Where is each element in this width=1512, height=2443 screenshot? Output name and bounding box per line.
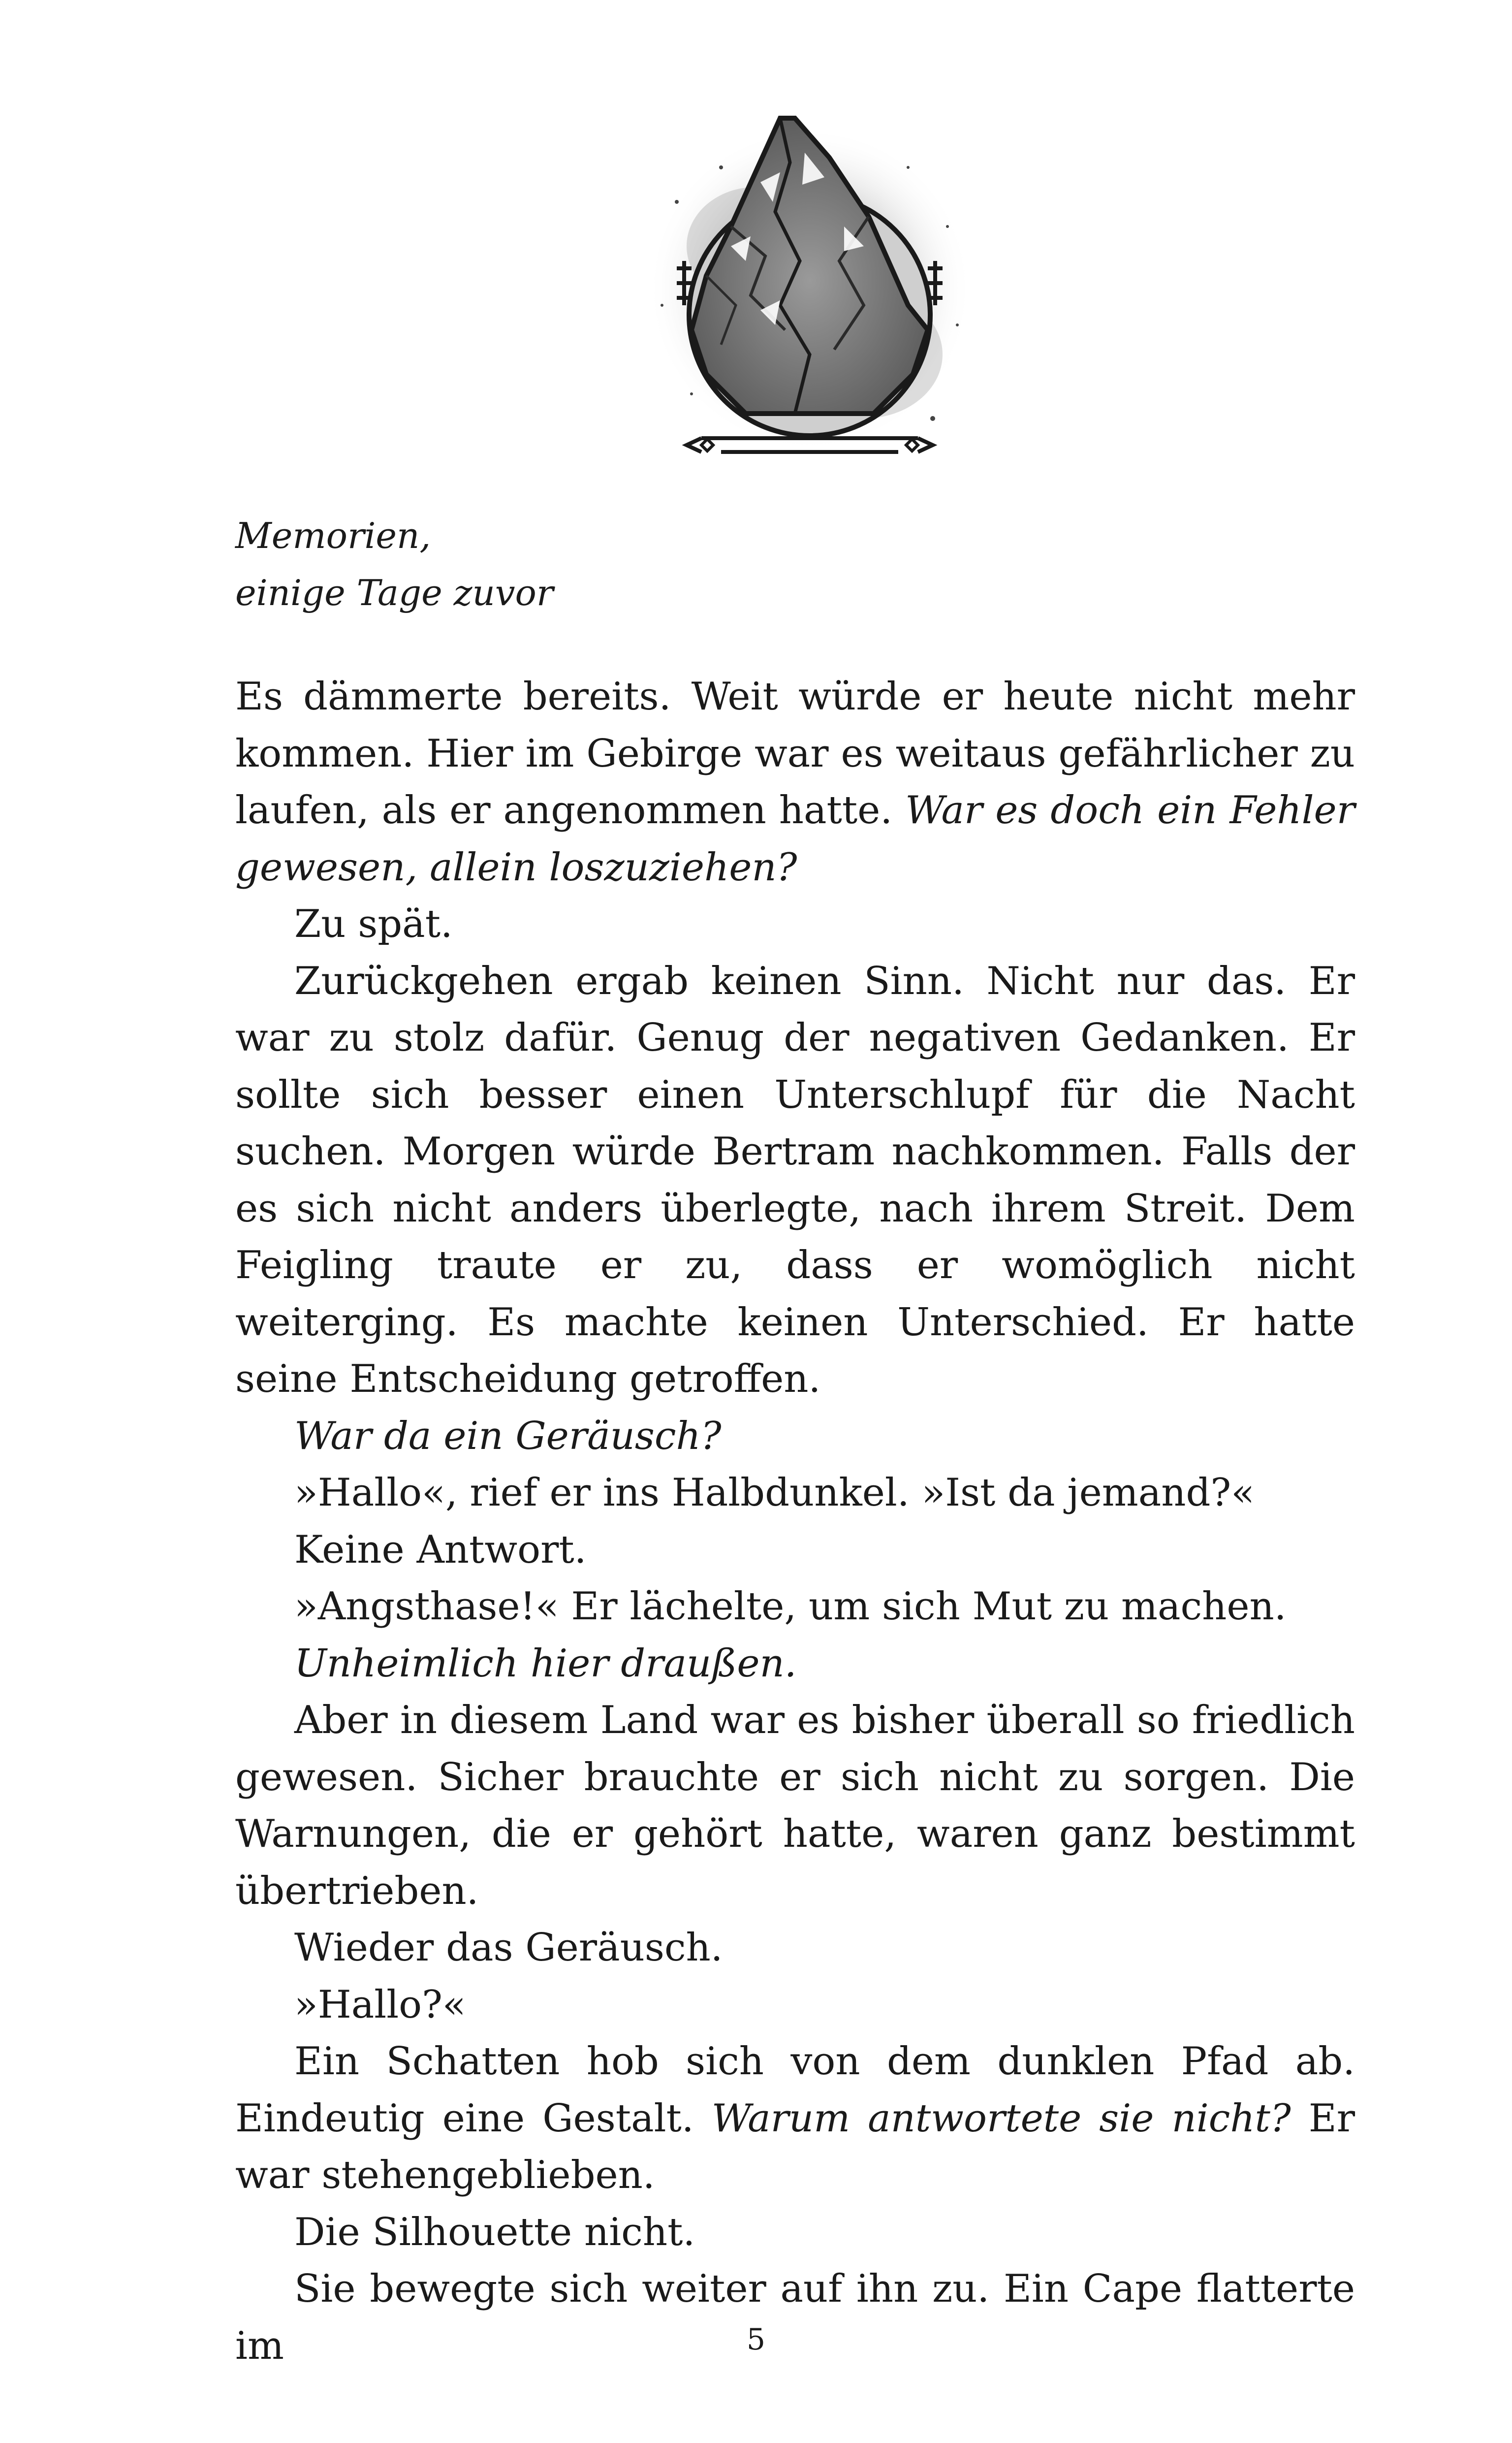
text-run: Er war stehengeblieben. bbox=[235, 2096, 1355, 2197]
mountain-circle-emblem-icon bbox=[632, 98, 987, 473]
paragraph bbox=[235, 1522, 1355, 1579]
text-run: Es dämmerte bereits. Weit würde er heute nicht mehr kommen. Hier im Gebirge war es weitaus gefährlicher zu laufen, als er angenommen hatte. bbox=[235, 675, 1355, 833]
text-run: »Hallo?« bbox=[294, 1982, 466, 2027]
paragraph bbox=[235, 1920, 1355, 1977]
text-run: Wieder das Geräusch. bbox=[294, 1926, 723, 1970]
heading-line-place: Memorien, bbox=[235, 515, 431, 556]
text-run: Keine Antwort. bbox=[294, 1527, 587, 1572]
paragraph bbox=[235, 669, 1355, 896]
text-run: »Hallo«, rief er ins Halbdunkel. »Ist da jemand?« bbox=[294, 1471, 1255, 1515]
paragraph bbox=[235, 1408, 1355, 1465]
text-run-italic: Unheimlich hier draußen. bbox=[294, 1641, 797, 1686]
chapter-heading bbox=[235, 507, 553, 621]
text-run: Zurückgehen ergab keinen Sinn. Nicht nur das. Er war zu stolz dafür. Genug der negativen Gedanken. Er sollte sich besser einen Unterschlupf für die Nacht suchen. Morgen würde Bertram nachkommen. Falls der es sich nicht anders überlegte, nach ihrem Streit. Dem Feigling traute er zu, dass er womöglich nicht weiterging. Es machte keinen Unterschied. Er hatte seine Entscheidung getroffen. bbox=[235, 959, 1355, 1401]
text-run-italic: War es doch ein Fehler gewesen, allein loszuziehen? bbox=[235, 788, 1355, 890]
text-run: Ein Schatten hob sich von dem dunklen Pfad ab. Eindeutig eine Gestalt. bbox=[235, 2039, 1355, 2141]
paragraph bbox=[235, 2204, 1355, 2261]
paragraph bbox=[235, 1578, 1355, 1636]
paragraph bbox=[235, 1636, 1355, 1693]
paragraph bbox=[235, 896, 1355, 953]
page-number: 5 bbox=[746, 2322, 766, 2357]
body-text bbox=[235, 669, 1355, 2375]
paragraph bbox=[235, 1692, 1355, 1920]
paragraph bbox=[235, 1465, 1355, 1522]
text-run-italic: War da ein Geräusch? bbox=[294, 1414, 722, 1458]
text-run: »Angsthase!« Er lächelte, um sich Mut zu machen. bbox=[294, 1584, 1287, 1629]
paragraph bbox=[235, 2033, 1355, 2204]
heading-line-time: einige Tage zuvor bbox=[235, 572, 554, 613]
text-run: Aber in diesem Land war es bisher überall so friedlich gewesen. Sicher brauchte er sich nicht zu sorgen. Die Warnungen, die er gehört hatte, waren ganz bestimmt übertrieben. bbox=[235, 1698, 1355, 1913]
text-run: Die Silhouette nicht. bbox=[294, 2210, 695, 2254]
text-run: Zu spät. bbox=[294, 902, 453, 946]
text-run: Sie bewegte sich weiter auf ihn zu. Ein Cape flatterte im bbox=[235, 2267, 1355, 2368]
paragraph bbox=[235, 1977, 1355, 2034]
paragraph bbox=[235, 953, 1355, 1408]
text-run-italic: Warum antwortete sie nicht? bbox=[711, 2096, 1291, 2141]
